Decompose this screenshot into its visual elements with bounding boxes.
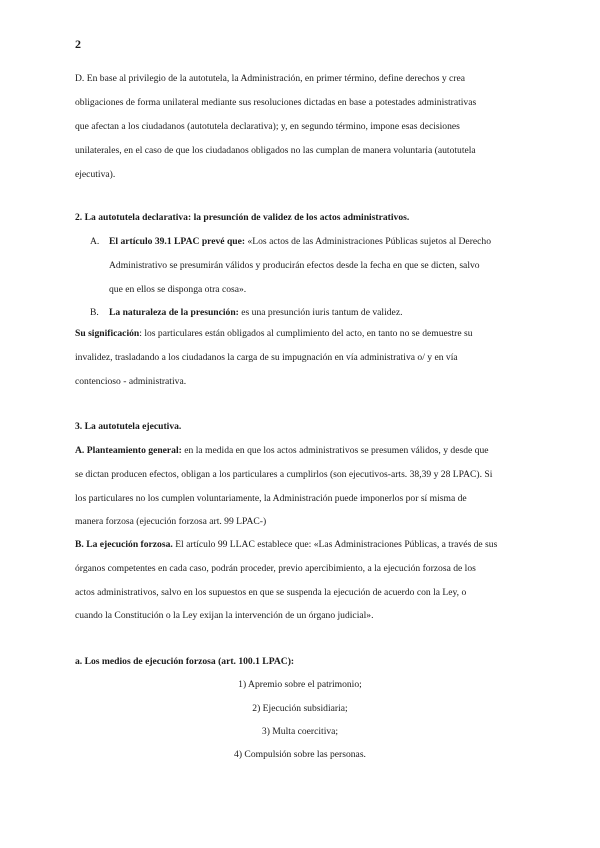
list-item-a-line: que en ellos se disponga otra cosa».	[109, 284, 247, 295]
list-marker-a: A.	[90, 236, 100, 247]
significacion-line: contencioso - administrativa.	[75, 376, 187, 387]
paragraph-line: ejecutiva).	[75, 169, 116, 180]
planteamiento-text: en la medida en que los actos administrativos se presumen válidos, y desde que	[181, 445, 489, 456]
section-heading: a. Los medios de ejecución forzosa (art. 100.1 LPAC):	[75, 656, 295, 667]
list-marker-b: B.	[90, 307, 99, 318]
list-item-b-text: es una presunción iuris tantum de validez.	[238, 307, 403, 318]
paragraph-line: obligaciones de forma unilateral mediante sus resoluciones dictadas en base a potestades administrativas	[75, 97, 477, 108]
planteamiento-line: los particulares no los cumplen voluntariamente, la Administración puede imponerlos por sí misma de	[75, 493, 467, 504]
ejecucion-text: El artículo 99 LLAC establece que: «Las Administraciones Públicas, a través de sus	[172, 539, 498, 550]
list-item: 4) Compulsión sobre las personas.	[234, 749, 366, 760]
page-number: 2	[75, 37, 81, 51]
significacion-text: : los particulares están obligados al cumplimiento del acto, en tanto no se demuestre su	[139, 328, 473, 339]
list-item-b-line	[109, 307, 402, 318]
section-heading: 2. La autotutela declarativa: la presunción de validez de los actos administrativos.	[75, 212, 410, 223]
ejecucion-line: actos administrativos, salvo en los supuestos en que se suspenda la ejecución de acuerdo con la Ley, o	[75, 587, 467, 598]
section-heading: 3. La autotutela ejecutiva.	[75, 421, 182, 432]
significacion-line	[75, 328, 473, 339]
ejecucion-line	[75, 539, 497, 550]
paragraph-line: unilaterales, en el caso de que los ciudadanos obligados no las cumplan de manera voluntaria (autotutela	[75, 145, 476, 156]
planteamiento-line: se dictan producen efectos, obligan a los particulares a cumplirlos (son ejecutivos-arts. 38,39 y 28 LPAC). Si	[75, 469, 493, 480]
list-item-a-line	[109, 236, 491, 247]
paragraph-line: que afectan a los ciudadanos (autotutela declarativa); y, en segundo término, impone esas decisiones	[75, 121, 460, 132]
significacion-bold: Su significación	[75, 328, 140, 339]
list-item: 3) Multa coercitiva;	[261, 726, 339, 737]
list-item-a-bold: El artículo 39.1 LPAC prevé que:	[109, 236, 246, 247]
ejecucion-bold: B. La ejecución forzosa.	[75, 539, 173, 550]
planteamiento-bold: A. Planteamiento general:	[75, 445, 182, 456]
list-item: 1) Apremio sobre el patrimonio;	[238, 679, 362, 690]
planteamiento-line: manera forzosa (ejecución forzosa art. 99 LPAC-)	[75, 516, 267, 527]
list-item-b-bold: La naturaleza de la presunción:	[109, 307, 239, 318]
ejecucion-line: cuando la Constitución o la Ley exijan la intervención de un órgano judicial».	[75, 610, 374, 621]
list-item: 2) Ejecución subsidiaria;	[252, 703, 348, 714]
paragraph-line: D. En base al privilegio de la autotutela, la Administración, en primer término, define derechos y crea	[75, 73, 466, 84]
list-item-a-line: Administrativo se presumirán válidos y producirán efectos desde la fecha en que se dicten, salvo	[109, 260, 480, 271]
significacion-line: invalidez, trasladando a los ciudadanos la carga de su impugnación en vía administrativa o/ y en vía	[75, 352, 458, 363]
list-item-a-text: «Los actos de las Administraciones Públicas sujetos al Derecho	[245, 236, 491, 247]
planteamiento-line	[75, 445, 489, 456]
ejecucion-line: órganos competentes en cada caso, podrán proceder, previo apercibimiento, a la ejecución forzosa de los	[75, 563, 476, 574]
